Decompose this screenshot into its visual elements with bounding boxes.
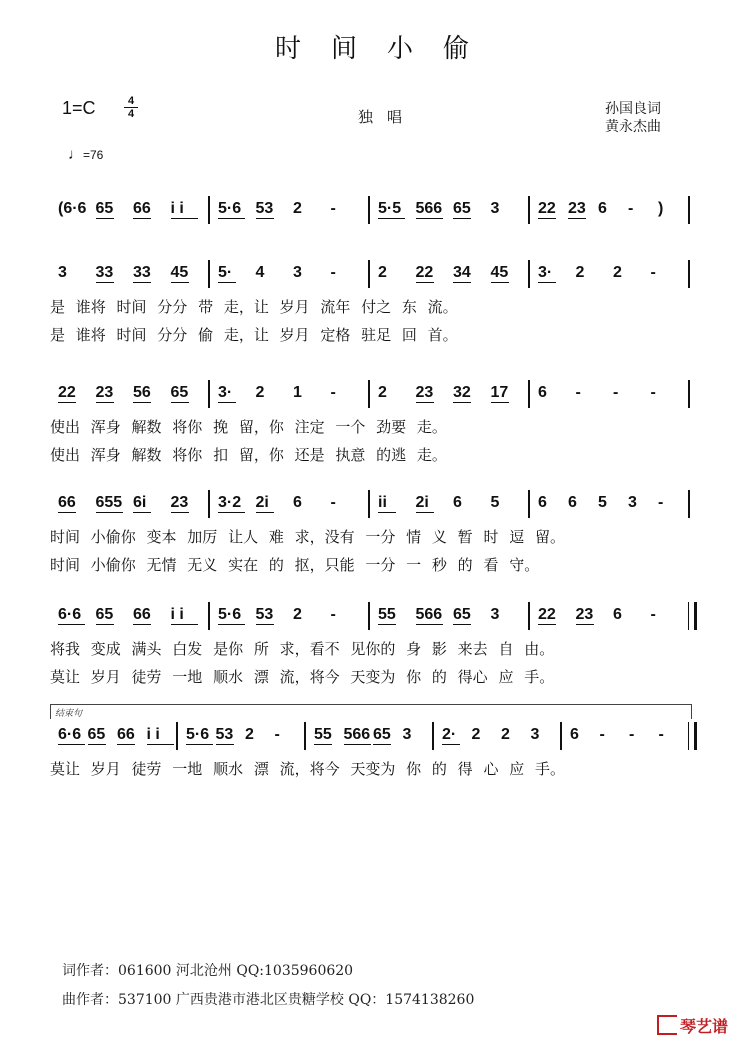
barline xyxy=(528,602,530,630)
note-group: 4 xyxy=(255,264,265,281)
beam-underline xyxy=(133,218,151,219)
beam-underline xyxy=(378,218,405,219)
site-logo: 琴艺谱 xyxy=(657,1014,728,1037)
quarter-note-icon: ♩ xyxy=(68,146,83,163)
note-group: 3 xyxy=(490,606,500,623)
lyric-line-1: 是 谁将 时间 分分 带 走，让 岁月 流年 付之 东 流。 xyxy=(50,298,458,316)
dash-extension: - xyxy=(658,726,664,743)
note-group: 66 xyxy=(117,726,135,743)
note-group: 45 xyxy=(490,264,509,281)
beam-underline xyxy=(96,624,114,625)
note-group: 6 xyxy=(293,494,302,511)
beam-underline xyxy=(96,402,114,403)
note-group: 566 xyxy=(415,200,443,217)
beam-underline xyxy=(216,744,234,745)
note-group: 2 xyxy=(575,264,585,281)
note-group: 56 xyxy=(133,384,151,401)
note-group: 22 xyxy=(415,264,434,281)
note-group: 2i xyxy=(255,494,269,511)
note-group: 3· xyxy=(538,264,553,281)
note-group: 655 xyxy=(95,494,123,511)
barline xyxy=(528,380,530,408)
note-group: 65 xyxy=(373,726,391,743)
performance-mode: 独唱 xyxy=(358,108,417,126)
beam-underline xyxy=(88,744,106,745)
beam-underline xyxy=(416,282,434,283)
beam-underline xyxy=(416,624,443,625)
note-group: 2 xyxy=(245,726,254,743)
beam-underline xyxy=(117,744,135,745)
beam-underline xyxy=(218,218,245,219)
beam-underline xyxy=(378,624,396,625)
dash-extension: - xyxy=(330,264,336,281)
dash-extension: - xyxy=(330,200,336,217)
note-group: 22 xyxy=(538,200,556,217)
barline xyxy=(688,490,690,518)
note-group: 66 xyxy=(133,606,151,623)
lyric-line-1: 将我 变成 满头 白发 是你 所 求，看不 见你的 身 影 来去 自 由。 xyxy=(50,640,555,658)
note-group: 3 xyxy=(402,726,412,743)
note-group: 23 xyxy=(415,384,434,401)
note-group: 566 xyxy=(343,726,371,743)
note-group: 22 xyxy=(538,606,556,623)
note-group: 2 xyxy=(293,606,302,623)
note-group: 3·2 xyxy=(218,494,242,511)
note-group: i i xyxy=(146,726,160,743)
lyric-line-1: 时间 小偷你 变本 加厉 让人 难 求，没有 一分 情 义 暂 时 逗 留。 xyxy=(50,528,565,546)
note-group: ii xyxy=(378,494,387,511)
beam-underline xyxy=(491,282,509,283)
beam-underline xyxy=(96,218,114,219)
barline xyxy=(304,722,306,750)
notation-row xyxy=(50,194,700,224)
note-group: 32 xyxy=(453,384,471,401)
beam-underline xyxy=(58,402,76,403)
note-group: 2· xyxy=(442,726,457,743)
barline xyxy=(368,490,370,518)
note-group: 66 xyxy=(58,494,76,511)
dash-extension: - xyxy=(274,726,280,743)
beam-underline xyxy=(58,624,85,625)
composer-contact: 曲作者：537100 广西贵港市港北区贵糖学校 QQ：1574138260 xyxy=(62,992,475,1008)
note-group: 2 xyxy=(501,726,510,743)
note-group: 53 xyxy=(215,726,234,743)
beam-underline xyxy=(171,512,189,513)
note-group: i i xyxy=(170,606,184,623)
barline xyxy=(208,196,210,224)
note-group: 5 xyxy=(598,494,607,511)
coda-label: 结束句 xyxy=(55,709,83,719)
dash-extension: - xyxy=(650,264,656,281)
time-signature: 4 4 xyxy=(124,96,138,119)
beam-underline xyxy=(453,624,471,625)
beam-underline xyxy=(416,402,434,403)
beam-underline xyxy=(442,744,460,745)
barline xyxy=(528,260,530,288)
note-group: 3 xyxy=(490,200,500,217)
note-group: ) xyxy=(658,200,664,217)
note-group: 566 xyxy=(415,606,443,623)
note-group: 55 xyxy=(378,606,396,623)
lyric-line-1: 使出 浑身 解数 将你 挽 留，你 注定 一个 劲要 走。 xyxy=(50,418,447,436)
key-signature: 1=C xyxy=(62,98,96,118)
note-group: 33 xyxy=(95,264,114,281)
barline xyxy=(368,380,370,408)
note-group: 33 xyxy=(133,264,151,281)
note-group: 2 xyxy=(378,264,387,281)
dash-extension: - xyxy=(629,726,635,743)
beam-underline xyxy=(171,624,198,625)
barline xyxy=(368,260,370,288)
notation-row xyxy=(50,488,700,518)
note-group: 2 xyxy=(613,264,622,281)
note-group: 5· xyxy=(218,264,233,281)
dash-extension: - xyxy=(330,384,336,401)
note-group: 3 xyxy=(628,494,637,511)
beam-underline xyxy=(96,282,114,283)
note-group: 6 xyxy=(538,494,547,511)
beam-underline xyxy=(133,512,151,513)
note-group: 65 xyxy=(87,726,106,743)
notation-row xyxy=(50,600,700,630)
note-group: 3 xyxy=(530,726,540,743)
beam-underline xyxy=(147,744,174,745)
logo-icon xyxy=(657,1015,677,1035)
barline xyxy=(208,602,210,630)
beam-underline xyxy=(576,624,594,625)
dash-extension: - xyxy=(650,606,656,623)
note-group: 45 xyxy=(170,264,189,281)
beam-underline xyxy=(373,744,391,745)
beam-underline xyxy=(538,218,556,219)
lyricist-contact: 词作者：061600 河北沧州 QQ:1035960620 xyxy=(62,963,354,979)
final-barline xyxy=(688,722,697,750)
tempo-marking: ♩=76 xyxy=(68,146,104,163)
barline xyxy=(688,380,690,408)
notation-row xyxy=(50,720,700,750)
notation-row xyxy=(50,258,700,288)
beam-underline xyxy=(171,282,189,283)
beam-underline xyxy=(58,744,85,745)
note-group: 6 xyxy=(453,494,462,511)
note-group: 6 xyxy=(538,384,547,401)
beam-underline xyxy=(568,218,586,219)
barline xyxy=(208,490,210,518)
note-group: 6 xyxy=(613,606,622,623)
note-group: 22 xyxy=(58,384,76,401)
note-group: 2 xyxy=(293,200,302,217)
beam-underline xyxy=(218,624,245,625)
beam-underline xyxy=(416,512,434,513)
beam-underline xyxy=(96,512,123,513)
note-group: 2i xyxy=(415,494,429,511)
note-group: 6 xyxy=(568,494,577,511)
notation-row xyxy=(50,378,700,408)
note-group: (6·6 xyxy=(58,200,87,217)
note-group: 5 xyxy=(490,494,500,511)
beam-underline xyxy=(58,512,76,513)
note-group: 2 xyxy=(471,726,481,743)
note-group: 23 xyxy=(575,606,594,623)
note-group: 6i xyxy=(133,494,147,511)
note-group: 23 xyxy=(95,384,114,401)
note-group: 6·6 xyxy=(58,606,82,623)
beam-underline xyxy=(218,512,245,513)
composer-credit: 黄永杰曲 xyxy=(605,119,661,135)
dash-extension: - xyxy=(330,494,336,511)
lyricist-credit: 孙国良词 xyxy=(605,101,661,117)
note-group: 3· xyxy=(218,384,233,401)
beam-underline xyxy=(344,744,371,745)
barline xyxy=(208,260,210,288)
barline xyxy=(368,602,370,630)
beam-underline xyxy=(416,218,443,219)
note-group: 2 xyxy=(255,384,265,401)
note-group: 5·6 xyxy=(218,200,242,217)
lyric-line-1: 莫让 岁月 徒劳 一地 顺水 漂 流，将今 天变为 你 的 得 心 应 手。 xyxy=(50,760,565,778)
beam-underline xyxy=(133,624,151,625)
beam-underline xyxy=(314,744,332,745)
beam-underline xyxy=(133,282,151,283)
note-group: 6 xyxy=(570,726,579,743)
note-group: 65 xyxy=(95,200,114,217)
note-group: 23 xyxy=(170,494,189,511)
note-group: 65 xyxy=(453,606,471,623)
note-group: 2 xyxy=(378,384,387,401)
note-group: 5·6 xyxy=(186,726,210,743)
note-group: 53 xyxy=(255,606,274,623)
note-group: 3 xyxy=(293,264,302,281)
beam-underline xyxy=(256,512,274,513)
beam-underline xyxy=(491,402,509,403)
beam-underline xyxy=(256,624,274,625)
song-title: 时间小偷 xyxy=(274,34,499,64)
beam-underline xyxy=(186,744,213,745)
barline xyxy=(208,380,210,408)
dash-extension: - xyxy=(599,726,605,743)
beam-underline xyxy=(133,402,151,403)
barline xyxy=(688,260,690,288)
note-group: 5·6 xyxy=(218,606,242,623)
note-group: 6·6 xyxy=(58,726,82,743)
lyric-line-2: 时间 小偷你 无情 无义 实在 的 抠，只能 一分 一 秒 的 看 守。 xyxy=(50,556,540,574)
dash-extension: - xyxy=(658,494,664,511)
note-group: 53 xyxy=(255,200,274,217)
barline xyxy=(176,722,178,750)
note-group: 34 xyxy=(453,264,471,281)
note-group: 23 xyxy=(568,200,586,217)
dash-extension: - xyxy=(628,200,634,217)
note-group: 65 xyxy=(170,384,189,401)
dash-extension: - xyxy=(613,384,619,401)
note-group: 66 xyxy=(133,200,151,217)
note-group: 6 xyxy=(598,200,607,217)
beam-underline xyxy=(453,282,471,283)
beam-underline xyxy=(218,402,236,403)
beam-underline xyxy=(171,218,198,219)
note-group: 55 xyxy=(314,726,332,743)
lyric-line-2: 是 谁将 时间 分分 偷 走，让 岁月 定格 驻足 回 首。 xyxy=(50,326,458,344)
note-group: 65 xyxy=(453,200,471,217)
dash-extension: - xyxy=(575,384,581,401)
beam-underline xyxy=(453,402,471,403)
barline xyxy=(528,490,530,518)
coda-bracket xyxy=(50,704,692,719)
barline xyxy=(560,722,562,750)
barline xyxy=(688,196,690,224)
barline xyxy=(432,722,434,750)
beam-underline xyxy=(538,282,556,283)
beam-underline xyxy=(171,402,189,403)
beam-underline xyxy=(218,282,236,283)
beam-underline xyxy=(453,218,471,219)
barline xyxy=(368,196,370,224)
dash-extension: - xyxy=(650,384,656,401)
note-group: i i xyxy=(170,200,184,217)
note-group: 3 xyxy=(58,264,67,281)
note-group: 65 xyxy=(95,606,114,623)
note-group: 5·5 xyxy=(378,200,402,217)
repeat-end-barline xyxy=(688,602,697,630)
beam-underline xyxy=(256,218,274,219)
lyric-line-2: 使出 浑身 解数 将你 扣 留，你 还是 执意 的逃 走。 xyxy=(50,446,447,464)
note-group: 17 xyxy=(490,384,509,401)
beam-underline xyxy=(538,624,556,625)
barline xyxy=(528,196,530,224)
beam-underline xyxy=(378,512,396,513)
dash-extension: - xyxy=(330,606,336,623)
lyric-line-2: 莫让 岁月 徒劳 一地 顺水 漂 流，将今 天变为 你 的 得心 应 手。 xyxy=(50,668,555,686)
note-group: 1 xyxy=(293,384,302,401)
